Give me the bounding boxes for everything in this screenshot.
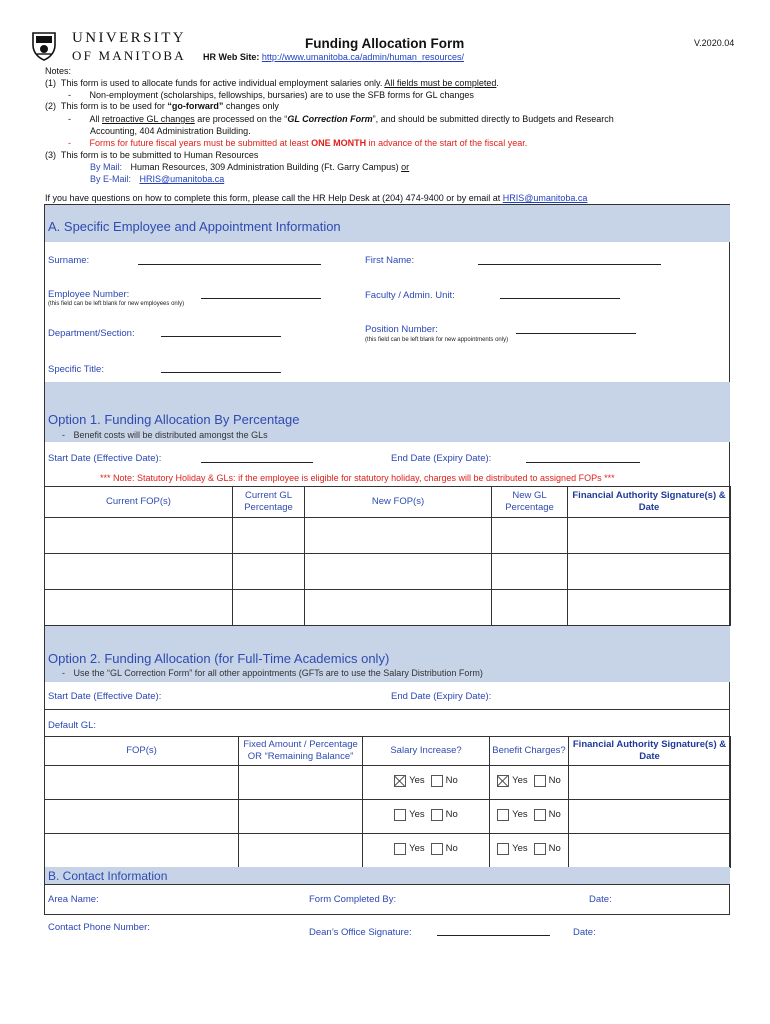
dash: - (68, 90, 71, 100)
date-label-2: Date: (573, 927, 596, 938)
option-1-start-date-field[interactable] (201, 462, 313, 463)
note-3 (45, 150, 258, 161)
note-2-sub1 (68, 114, 738, 125)
dash: - (62, 668, 65, 678)
benefit-charges-cell (490, 834, 569, 868)
by-email (90, 174, 224, 185)
helpdesk-email-link[interactable]: HRIS@umanitoba.ca (502, 193, 588, 203)
crest-icon (30, 31, 58, 61)
note-1-end: . (496, 78, 499, 88)
no-label: No (548, 842, 561, 854)
col-fops: FOP(s) (45, 737, 239, 766)
current-fop-cell[interactable] (45, 590, 233, 626)
benefit-no-checkbox[interactable] (534, 775, 546, 787)
salary-no-checkbox[interactable] (431, 843, 443, 855)
salary-increase-cell (363, 766, 490, 800)
no-label: No (445, 774, 458, 786)
table-row (45, 518, 731, 554)
by-mail-or: or (401, 162, 410, 172)
helpdesk-text: If you have questions on how to complete this form, please call the HR Help Desk at (204) 474-9400 or by email at (45, 193, 503, 203)
new-fop-cell[interactable] (305, 590, 492, 626)
note-1-sub-text: Non-employment (scholarships, fellowships, bursaries) are to use the SFB forms for GL changes (89, 90, 474, 100)
table-row (45, 800, 731, 834)
website-link[interactable]: http://www.umanitoba.ca/admin/human_resources/ (261, 52, 464, 62)
option-2-title: Option 2. Funding Allocation (for Full-Time Academics only) (48, 651, 390, 666)
option-1-header-row (45, 487, 731, 518)
note-2-sub2-a: Forms for future fiscal years must be submitted at least (89, 138, 312, 148)
position-number-field[interactable] (516, 333, 636, 334)
surname-label: Surname: (48, 255, 90, 266)
note-2-text: This form is to be used for (60, 101, 168, 111)
table-row (45, 554, 731, 590)
university-name-line1: UNIVERSITY (72, 30, 186, 46)
area-name-label: Area Name: (48, 894, 99, 905)
note-2-sub1-c: ”, and should be submitted directly to Budgets and Research (372, 114, 614, 124)
yes-label: Yes (409, 774, 425, 786)
option-1-start-date-label: Start Date (Effective Date): (48, 453, 162, 464)
option-2-header-row (45, 737, 731, 766)
salary-no-checkbox[interactable] (431, 809, 443, 821)
employee-number-field[interactable] (201, 298, 321, 299)
table-row (45, 834, 731, 868)
department-field[interactable] (161, 336, 281, 337)
first-name-field[interactable] (478, 264, 661, 265)
hris-email-link[interactable]: HRIS@umanitoba.ca (139, 174, 225, 184)
note-1-emphasis: All fields must be completed (384, 78, 497, 88)
date-label-1: Date: (589, 894, 612, 905)
benefit-yes-checkbox[interactable] (497, 809, 509, 821)
new-fop-cell[interactable] (305, 554, 492, 590)
yes-label: Yes (409, 808, 425, 820)
by-mail (90, 162, 409, 173)
employee-number-note: (this field can be left blank for new employees only) (48, 301, 185, 307)
yes-label: Yes (512, 808, 528, 820)
divider (45, 884, 730, 885)
specific-title-label: Specific Title: (48, 364, 104, 375)
university-logo (30, 30, 190, 64)
no-label: No (445, 842, 458, 854)
col-financial-authority: Financial Authority Signature(s) & Date (569, 737, 731, 766)
col-new-gl: New GL Percentage (492, 487, 568, 518)
yes-label: Yes (512, 774, 528, 786)
note-2-bold: “go-forward” (167, 101, 224, 111)
no-label: No (445, 808, 458, 820)
col-current-fop: Current FOP(s) (45, 487, 233, 518)
col-new-fop: New FOP(s) (305, 487, 492, 518)
department-label: Department/Section: (48, 328, 135, 339)
benefit-charges-cell (490, 766, 569, 800)
position-number-label: Position Number: (365, 324, 438, 335)
first-name-label: First Name: (365, 255, 415, 266)
option-1-note-text: Benefit costs will be distributed amongst the GLs (73, 430, 268, 440)
note-2-sub1-line2: Accounting, 404 Administration Building. (90, 126, 251, 136)
note-1-text: This form is used to allocate funds for active individual employment salaries only. (60, 78, 385, 88)
by-mail-address: Human Resources, 309 Administration Building (Ft. Garry Campus) (130, 162, 402, 172)
section-a-title: A. Specific Employee and Appointment Information (48, 219, 341, 234)
benefit-no-checkbox[interactable] (534, 843, 546, 855)
new-gl-cell[interactable] (492, 518, 568, 554)
col-benefit-charges: Benefit Charges? (490, 737, 569, 766)
option-1-note (62, 430, 268, 441)
option-1-title: Option 1. Funding Allocation By Percentage (48, 412, 300, 427)
col-fixed-amount: Fixed Amount / Percentage OR “Remaining Balance” (239, 737, 363, 766)
contact-phone-label: Contact Phone Number: (48, 922, 150, 933)
salary-yes-checkbox[interactable] (394, 843, 406, 855)
note-2-sub1-underline: retroactive GL changes (102, 114, 195, 124)
yes-label: Yes (409, 842, 425, 854)
faculty-field[interactable] (500, 298, 620, 299)
fixed-amount-cell[interactable] (239, 800, 363, 834)
signature-cell[interactable] (569, 766, 731, 800)
form-completed-by-label: Form Completed By: (309, 894, 397, 905)
dash: - (68, 114, 71, 124)
option-2-start-date-label: Start Date (Effective Date): (48, 691, 162, 702)
new-fop-cell[interactable] (305, 518, 492, 554)
col-current-gl: Current GL Percentage (233, 487, 305, 518)
salary-yes-checkbox[interactable] (394, 775, 406, 787)
table-row (45, 766, 731, 800)
university-name-line2: OF MANITOBA (72, 48, 186, 63)
dash: - (62, 430, 65, 440)
deans-signature-field[interactable] (437, 935, 550, 936)
option-2-end-date-label: End Date (Expiry Date): (391, 691, 492, 702)
statutory-holiday-note: *** Note: Statutory Holiday & GLs: if the employee is eligible for statutory holiday, charges will be distributed to assigned FOPs *** (100, 473, 615, 483)
benefit-yes-checkbox[interactable] (497, 843, 509, 855)
hr-website (203, 52, 464, 63)
faculty-label: Faculty / Admin. Unit: (365, 290, 455, 301)
gl-correction-form-name: GL Correction Form (287, 114, 373, 124)
benefit-yes-checkbox[interactable] (497, 775, 509, 787)
table-row (45, 590, 731, 626)
note-2-sub1-b: are processed on the “ (194, 114, 288, 124)
note-2-sub2-b: in advance of the start of the fiscal year. (366, 138, 528, 148)
divider (45, 709, 730, 710)
fop-cell[interactable] (45, 800, 239, 834)
benefit-no-checkbox[interactable] (534, 809, 546, 821)
deans-signature-label: Dean’s Office Signature: (309, 927, 412, 938)
option-2-table (44, 736, 731, 868)
note-1-number: (1) (45, 78, 56, 88)
note-3-text: This form is to be submitted to Human Resources (60, 150, 259, 160)
by-email-label: By E-Mail: (90, 174, 132, 184)
signature-cell[interactable] (569, 834, 731, 868)
note-1-sub (68, 90, 474, 101)
by-mail-label: By Mail: (90, 162, 123, 172)
option-1-end-date-field[interactable] (526, 462, 640, 463)
signature-cell[interactable] (568, 554, 731, 590)
version-label: V.2020.04 (694, 38, 735, 48)
no-label: No (548, 774, 561, 786)
salary-yes-checkbox[interactable] (394, 809, 406, 821)
signature-cell[interactable] (568, 590, 731, 626)
helpdesk-info (45, 193, 745, 204)
section-b-title: B. Contact Information (48, 869, 168, 883)
dash: - (68, 138, 71, 148)
benefit-charges-cell (490, 800, 569, 834)
current-gl-cell[interactable] (233, 554, 305, 590)
option-1-table (44, 486, 731, 626)
specific-title-field[interactable] (161, 372, 281, 373)
fixed-amount-cell[interactable] (239, 766, 363, 800)
new-gl-cell[interactable] (492, 590, 568, 626)
notes-heading: Notes: (45, 66, 72, 76)
current-fop-cell[interactable] (45, 518, 233, 554)
col-financial-authority: Financial Authority Signature(s) & Date (568, 487, 731, 518)
note-2 (45, 101, 279, 112)
salary-increase-cell (363, 800, 490, 834)
option-2-note-text: Use the “GL Correction Form” for all other appointments (GFTs are to use the Salary Distribution Form) (73, 668, 483, 678)
col-salary-increase: Salary Increase? (363, 737, 490, 766)
current-gl-cell[interactable] (233, 518, 305, 554)
current-gl-cell[interactable] (233, 590, 305, 626)
no-label: No (548, 808, 561, 820)
salary-increase-cell (363, 834, 490, 868)
fop-cell[interactable] (45, 834, 239, 868)
one-month-emphasis: ONE MONTH (311, 138, 367, 148)
option-1-end-date-label: End Date (Expiry Date): (391, 453, 492, 464)
surname-field[interactable] (138, 264, 321, 265)
fop-cell[interactable] (45, 766, 239, 800)
employee-number-label: Employee Number: (48, 289, 130, 300)
current-fop-cell[interactable] (45, 554, 233, 590)
position-number-note: (this field can be left blank for new appointments only) (365, 337, 509, 343)
note-2-sub1-a: All (89, 114, 103, 124)
signature-cell[interactable] (569, 800, 731, 834)
fixed-amount-cell[interactable] (239, 834, 363, 868)
note-2-number: (2) (45, 101, 56, 111)
signature-cell[interactable] (568, 518, 731, 554)
default-gl-label: Default GL: (48, 720, 97, 731)
option-2-note (62, 668, 483, 679)
note-2-text-end: changes only (223, 101, 279, 111)
note-1 (45, 78, 745, 89)
yes-label: Yes (512, 842, 528, 854)
salary-no-checkbox[interactable] (431, 775, 443, 787)
note-2-sub2 (68, 138, 527, 149)
website-label: HR Web Site: (203, 52, 260, 62)
new-gl-cell[interactable] (492, 554, 568, 590)
note-3-number: (3) (45, 150, 56, 160)
form-title: Funding Allocation Form (305, 36, 465, 51)
